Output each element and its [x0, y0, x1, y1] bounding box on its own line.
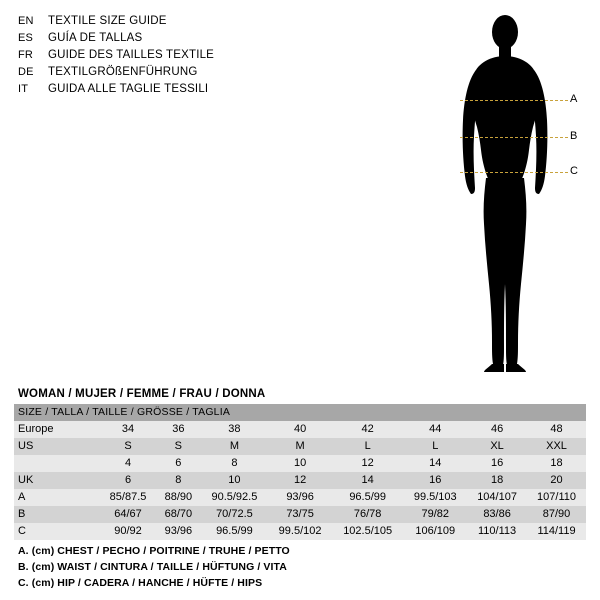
cell: 93/96 — [286, 491, 314, 503]
cell: 10 — [293, 457, 307, 469]
cell: 70/72.5 — [216, 508, 253, 520]
cell: L — [432, 440, 439, 452]
cell: 38 — [228, 423, 241, 435]
language-row — [18, 82, 338, 97]
measure-line-b — [460, 137, 568, 138]
cell: 34 — [121, 423, 135, 435]
row-label: Europe — [18, 423, 54, 435]
table-header: SIZE / TALLA / TAILLE / GRÖSSE / TAGLIA — [14, 404, 586, 421]
cell: 46 — [490, 423, 504, 435]
cell: 20 — [550, 474, 563, 486]
table-row — [14, 523, 586, 540]
cell: 76/78 — [353, 508, 382, 520]
cell: 18 — [490, 474, 504, 486]
cell: 85/87.5 — [109, 491, 147, 503]
measure-label-a: A — [570, 93, 578, 105]
cell: 42 — [361, 423, 374, 435]
row-label — [14, 455, 100, 472]
note-c: C. (cm) HIP / CADERA / HANCHE / HÜFTE / HIPS — [18, 577, 263, 589]
measure-line-c — [460, 172, 568, 173]
cell: 83/86 — [483, 508, 511, 520]
row-label: C — [18, 525, 26, 537]
cell: 12 — [293, 474, 307, 486]
cell: XXL — [546, 440, 567, 452]
cell: S — [124, 440, 132, 452]
cell: XL — [490, 440, 504, 452]
language-row — [18, 14, 338, 29]
cell: 79/82 — [421, 508, 450, 520]
cell: 8 — [175, 474, 182, 486]
table-row — [14, 421, 586, 438]
size-table — [14, 404, 586, 540]
language-title: GUIDE DES TAILLES TEXTILE — [48, 49, 215, 61]
cell: 99.5/103 — [413, 491, 457, 503]
row-label: US — [18, 440, 34, 452]
row-label: B — [18, 508, 26, 520]
silhouette-icon — [430, 8, 590, 373]
female-silhouette-figure — [430, 8, 590, 373]
cell: 36 — [172, 423, 185, 435]
cell: 110/113 — [478, 525, 517, 537]
note-b: B. (cm) WAIST / CINTURA / TAILLE / HÜFTUNG / VITA — [18, 561, 287, 573]
cell: 44 — [429, 423, 442, 435]
language-row — [18, 31, 338, 46]
cell: 90/92 — [114, 525, 142, 537]
table-row — [14, 489, 586, 506]
section-title: WOMAN / MUJER / FEMME / FRAU / DONNA — [18, 388, 266, 400]
cell: 88/90 — [164, 491, 193, 503]
table-row — [14, 438, 586, 455]
language-title: TEXTILGRÖßENFÜHRUNG — [48, 66, 198, 78]
measure-label-b: B — [570, 130, 578, 142]
note-a: A. (cm) CHEST / PECHO / POITRINE / TRUHE / PETTO — [18, 545, 290, 557]
language-code: EN — [18, 15, 34, 27]
cell: 96.5/99 — [216, 525, 253, 537]
row-label: A — [18, 491, 26, 503]
cell: 114/119 — [537, 525, 576, 537]
cell: 104/107 — [477, 491, 517, 503]
row-label: UK — [18, 474, 34, 486]
cell: M — [229, 440, 239, 452]
cell: 10 — [228, 474, 241, 486]
cell: 87/90 — [542, 508, 571, 520]
cell: 14 — [361, 474, 374, 486]
language-row — [18, 65, 338, 80]
cell: 102.5/105 — [343, 525, 393, 537]
cell: 6 — [175, 457, 182, 469]
cell: 73/75 — [286, 508, 314, 520]
cell: 99.5/102 — [278, 525, 322, 537]
language-code: ES — [18, 32, 34, 44]
cell: 96.5/99 — [349, 491, 387, 503]
language-title: TEXTILE SIZE GUIDE — [48, 15, 167, 27]
language-code: IT — [18, 83, 29, 95]
cell: 12 — [361, 457, 374, 469]
cell: 93/96 — [164, 525, 193, 537]
cell: S — [174, 440, 183, 452]
cell: 68/70 — [164, 508, 193, 520]
language-title: GUÍA DE TALLAS — [48, 32, 143, 44]
cell: 16 — [490, 457, 504, 469]
table-row — [14, 455, 586, 472]
table-row — [14, 472, 586, 489]
cell: L — [364, 440, 371, 452]
cell: 48 — [550, 423, 563, 435]
measurement-notes — [18, 543, 578, 591]
cell: 90.5/92.5 — [211, 491, 258, 503]
cell: 16 — [429, 474, 442, 486]
language-title: GUIDA ALLE TAGLIE TESSILI — [48, 83, 209, 95]
cell: 18 — [550, 457, 563, 469]
language-code: FR — [18, 49, 34, 61]
cell: 6 — [124, 474, 132, 486]
cell: 8 — [231, 457, 238, 469]
measure-label-c: C — [570, 165, 578, 177]
cell: 64/67 — [114, 508, 142, 520]
cell: 14 — [429, 457, 442, 469]
cell: 40 — [293, 423, 307, 435]
language-titles — [18, 14, 338, 99]
language-code: DE — [18, 66, 34, 78]
cell: 107/110 — [537, 491, 576, 503]
measure-line-a — [460, 100, 568, 101]
cell: 106/109 — [415, 525, 456, 537]
cell: M — [295, 440, 305, 452]
table-row — [14, 506, 586, 523]
language-row — [18, 48, 338, 63]
cell: 4 — [124, 457, 132, 469]
